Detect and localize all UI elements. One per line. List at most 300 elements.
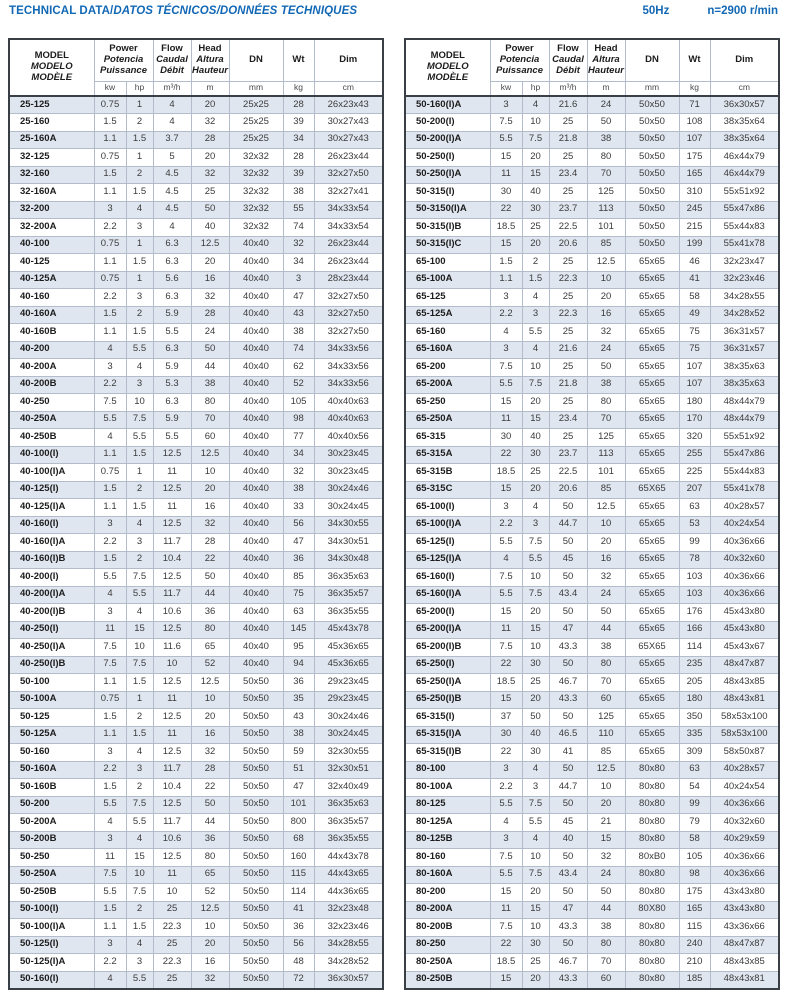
head-cell: 125	[587, 429, 625, 447]
dn-cell: 40x40	[229, 481, 283, 499]
hp-cell: 4	[126, 744, 153, 762]
hp-cell: 15	[126, 849, 153, 867]
wt-cell: 255	[679, 446, 710, 464]
wt-cell: 245	[679, 201, 710, 219]
table-row	[405, 394, 779, 412]
dn-cell: 50x50	[625, 114, 679, 132]
dim-cell: 55x41x78	[710, 236, 779, 254]
dn-cell: 40x40	[229, 516, 283, 534]
head-cell: 28	[191, 534, 229, 552]
model-cell: 40-200(I)B	[9, 604, 94, 622]
wt-cell: 79	[679, 814, 710, 832]
wt-cell: 77	[283, 429, 314, 447]
wt-cell: 43	[283, 306, 314, 324]
dn-cell: 65x65	[625, 376, 679, 394]
head-cell: 22	[191, 551, 229, 569]
model-cell: 65-315A	[405, 446, 490, 464]
head-cell: 12.5	[191, 236, 229, 254]
kw-cell: 5.5	[490, 866, 522, 884]
power-header: Power Potencia Puissance	[94, 39, 153, 81]
wt-cell: 115	[679, 919, 710, 937]
dn-cell: 50x50	[229, 761, 283, 779]
model-cell: 40-160A	[9, 306, 94, 324]
kw-cell: 5.5	[94, 411, 126, 429]
flow-cell: 50	[549, 936, 587, 954]
dim-cell: 43x43x80	[710, 884, 779, 902]
hp-cell: 20	[522, 481, 549, 499]
dn-cell: 65x65	[625, 656, 679, 674]
model-cell: 65-200A	[405, 376, 490, 394]
wt-cell: 47	[283, 289, 314, 307]
flow-cell: 40	[549, 831, 587, 849]
head-cell: 80	[587, 936, 625, 954]
dim-cell: 48x43x85	[710, 674, 779, 692]
dim-cell: 40x36x66	[710, 866, 779, 884]
kw-cell: 18.5	[490, 954, 522, 972]
dn-cell: 65x65	[625, 604, 679, 622]
flow-cell: 11	[153, 499, 191, 517]
kw-cell: 3	[94, 936, 126, 954]
flow-cell: 25	[549, 289, 587, 307]
kw-cell: 5.5	[94, 884, 126, 902]
dn-cell: 50x50	[229, 884, 283, 902]
kw-cell: 2.2	[94, 954, 126, 972]
table-row	[405, 884, 779, 902]
head-cell: 16	[191, 271, 229, 289]
flow-cell: 5.9	[153, 411, 191, 429]
model-cell: 65-200(I)B	[405, 639, 490, 657]
wt-cell: 166	[679, 621, 710, 639]
table-row	[405, 779, 779, 797]
dn-cell: 50x50	[229, 726, 283, 744]
flow-cell: 21.6	[549, 96, 587, 114]
dim-cell: 40x40x56	[314, 429, 383, 447]
dn-cell: 50x50	[625, 201, 679, 219]
head-cell: 70	[587, 411, 625, 429]
kw-cell: 15	[490, 971, 522, 989]
hp-cell: 7.5	[522, 586, 549, 604]
head-cell: 24	[191, 324, 229, 342]
dn-cell: 40x40	[229, 341, 283, 359]
head-cell: 10	[191, 691, 229, 709]
kw-cell: 11	[490, 901, 522, 919]
hp-cell: 1	[126, 96, 153, 114]
hp-cell: 10	[522, 359, 549, 377]
flow-cell: 25	[549, 254, 587, 272]
speed-label: n=2900 r/min	[707, 5, 778, 17]
hp-cell: 20	[522, 394, 549, 412]
hp-cell: 25	[522, 674, 549, 692]
kw-cell: 3	[94, 604, 126, 622]
hp-cell: 20	[522, 884, 549, 902]
model-cell: 40-160(I)A	[9, 534, 94, 552]
hp-cell: 25	[522, 464, 549, 482]
head-cell: 38	[587, 919, 625, 937]
flow-cell: 45	[549, 814, 587, 832]
table-row	[9, 201, 383, 219]
kw-cell: 5.5	[490, 586, 522, 604]
model-cell: 40-100(I)	[9, 446, 94, 464]
dim-cell: 36x35x63	[314, 796, 383, 814]
head-cell: 32	[191, 166, 229, 184]
dn-cell: 40x40	[229, 271, 283, 289]
head-cell: 24	[587, 96, 625, 114]
head-cell: 38	[191, 376, 229, 394]
wt-cell: 103	[679, 569, 710, 587]
kw-cell: 7.5	[490, 359, 522, 377]
head-cell: 44	[191, 586, 229, 604]
dn-cell: 80x80	[625, 761, 679, 779]
dn-cell: 65x65	[625, 446, 679, 464]
model-cell: 65-250(I)	[405, 656, 490, 674]
dim-cell: 32x23x48	[314, 901, 383, 919]
table-row	[405, 254, 779, 272]
model-cell: 50-250(I)	[405, 149, 490, 167]
model-cell: 65-160	[405, 324, 490, 342]
dim-cell: 48x44x79	[710, 411, 779, 429]
kw-cell: 0.75	[94, 236, 126, 254]
flow-cell: 6.3	[153, 254, 191, 272]
dn-cell: 65x65	[625, 621, 679, 639]
model-cell: 65-125	[405, 289, 490, 307]
kw-cell: 3	[94, 201, 126, 219]
dn-cell: 65x65	[625, 691, 679, 709]
head-cell: 25	[191, 184, 229, 202]
model-cell: 40-200	[9, 341, 94, 359]
wt-cell: 310	[679, 184, 710, 202]
hp-cell: 1.5	[522, 271, 549, 289]
kw-cell: 3	[94, 516, 126, 534]
page-header	[0, 0, 792, 34]
dn-cell: 80xB0	[625, 849, 679, 867]
dn-cell: 80x80	[625, 779, 679, 797]
wt-cell: 240	[679, 936, 710, 954]
header-specs	[643, 5, 781, 17]
dim-cell: 55x51x92	[710, 429, 779, 447]
head-cell: 70	[587, 166, 625, 184]
dim-cell: 40x36x66	[710, 569, 779, 587]
model-cell: 65-160A	[405, 341, 490, 359]
table-row	[405, 219, 779, 237]
hp-cell: 10	[522, 849, 549, 867]
kw-cell: 3	[490, 831, 522, 849]
table-row	[405, 131, 779, 149]
dn-cell: 80x80	[625, 884, 679, 902]
model-cell: 50-200A	[9, 814, 94, 832]
hp-cell: 5.5	[126, 341, 153, 359]
kw-cell: 1.1	[490, 271, 522, 289]
dim-cell: 30x24x45	[314, 726, 383, 744]
wt-cell: 199	[679, 236, 710, 254]
unit-flow: m³/h	[549, 81, 587, 96]
head-cell: 44	[191, 359, 229, 377]
hp-cell: 10	[126, 639, 153, 657]
wt-cell: 34	[283, 131, 314, 149]
kw-cell: 0.75	[94, 271, 126, 289]
flow-cell: 20.6	[549, 236, 587, 254]
flow-cell: 3.7	[153, 131, 191, 149]
hp-cell: 40	[522, 429, 549, 447]
wt-cell: 320	[679, 429, 710, 447]
flow-cell: 22.5	[549, 464, 587, 482]
flow-cell: 43.3	[549, 639, 587, 657]
wt-cell: 85	[283, 569, 314, 587]
dn-cell: 50x50	[625, 219, 679, 237]
flow-cell: 4	[153, 114, 191, 132]
dim-cell: 36x35x63	[314, 569, 383, 587]
hp-cell: 10	[522, 114, 549, 132]
hp-cell: 20	[522, 604, 549, 622]
wt-cell: 75	[679, 324, 710, 342]
flow-cell: 22.3	[153, 919, 191, 937]
kw-cell: 7.5	[490, 569, 522, 587]
head-cell: 10	[191, 919, 229, 937]
model-cell: 32-125	[9, 149, 94, 167]
dim-cell: 48x43x85	[710, 954, 779, 972]
model-cell: 65-315	[405, 429, 490, 447]
flow-cell: 25	[549, 114, 587, 132]
dim-cell: 34x28x55	[710, 289, 779, 307]
flow-cell: 11.7	[153, 761, 191, 779]
hp-cell: 5.5	[522, 324, 549, 342]
dim-cell: 55x44x83	[710, 219, 779, 237]
table-row	[9, 219, 383, 237]
model-cell: 50-160(I)	[9, 971, 94, 989]
wt-cell: 43	[283, 709, 314, 727]
unit-dim: cm	[710, 81, 779, 96]
dn-cell: 80x80	[625, 796, 679, 814]
hp-cell: 7.5	[522, 131, 549, 149]
dim-cell: 36x35x57	[314, 814, 383, 832]
wt-cell: 94	[283, 656, 314, 674]
hp-cell: 1.5	[126, 184, 153, 202]
dim-cell: 45x36x65	[314, 656, 383, 674]
flow-cell: 4	[153, 219, 191, 237]
table-row	[405, 744, 779, 762]
hp-cell: 1.5	[126, 919, 153, 937]
wt-cell: 215	[679, 219, 710, 237]
model-cell: 50-200B	[9, 831, 94, 849]
model-cell: 40-160(I)B	[9, 551, 94, 569]
table-row	[405, 376, 779, 394]
hp-cell: 7.5	[126, 411, 153, 429]
model-cell: 50-100	[9, 674, 94, 692]
head-cell: 12.5	[587, 254, 625, 272]
kw-cell: 1.5	[94, 709, 126, 727]
dim-cell: 34x33x56	[314, 341, 383, 359]
wt-cell: 63	[283, 604, 314, 622]
kw-cell: 2.2	[94, 376, 126, 394]
dim-cell: 40x24x54	[710, 516, 779, 534]
table-row	[9, 254, 383, 272]
dn-cell: 50x50	[625, 131, 679, 149]
head-cell: 20	[191, 709, 229, 727]
model-cell: 65-250(I)B	[405, 691, 490, 709]
table-row	[9, 901, 383, 919]
flow-cell: 5.5	[153, 429, 191, 447]
wt-cell: 103	[679, 586, 710, 604]
dim-cell: 55x47x86	[710, 446, 779, 464]
dim-cell: 40x36x66	[710, 796, 779, 814]
kw-cell: 1.5	[94, 306, 126, 324]
pump-data-table-left	[8, 38, 384, 990]
wt-cell: 176	[679, 604, 710, 622]
model-cell: 65-125(I)	[405, 534, 490, 552]
hp-cell: 5.5	[522, 551, 549, 569]
dn-cell: 80x80	[625, 954, 679, 972]
wt-cell: 99	[679, 796, 710, 814]
kw-cell: 5.5	[490, 376, 522, 394]
head-cell: 24	[587, 341, 625, 359]
head-cell: 10	[587, 271, 625, 289]
dn-cell: 65x65	[625, 709, 679, 727]
model-cell: 50-100A	[9, 691, 94, 709]
dn-cell: 65x65	[625, 306, 679, 324]
flow-cell: 12.5	[153, 709, 191, 727]
hp-cell: 2	[522, 254, 549, 272]
head-cell: 32	[191, 744, 229, 762]
wt-cell: 108	[679, 114, 710, 132]
head-cell: 65	[191, 639, 229, 657]
dn-cell: 32x32	[229, 184, 283, 202]
dn-cell: 80x80	[625, 936, 679, 954]
flow-cell: 12.5	[153, 621, 191, 639]
head-cell: 101	[587, 464, 625, 482]
head-cell: 28	[191, 306, 229, 324]
dim-cell: 29x23x45	[314, 691, 383, 709]
wt-cell: 32	[283, 236, 314, 254]
hp-cell: 30	[522, 446, 549, 464]
flow-cell: 50	[549, 849, 587, 867]
table-row	[9, 411, 383, 429]
table-row	[405, 709, 779, 727]
wt-cell: 95	[283, 639, 314, 657]
model-cell: 40-200(I)A	[9, 586, 94, 604]
kw-cell: 5.5	[490, 534, 522, 552]
head-cell: 32	[191, 289, 229, 307]
dim-cell: 34x30x48	[314, 551, 383, 569]
model-cell: 40-200B	[9, 376, 94, 394]
wt-cell: 41	[283, 901, 314, 919]
hp-cell: 1.5	[126, 674, 153, 692]
table-row	[405, 639, 779, 657]
hp-cell: 4	[126, 936, 153, 954]
hp-cell: 1	[126, 271, 153, 289]
hp-cell: 4	[126, 604, 153, 622]
head-cell: 28	[191, 131, 229, 149]
head-cell: 50	[587, 604, 625, 622]
hp-cell: 30	[522, 656, 549, 674]
flow-cell: 4.5	[153, 184, 191, 202]
dim-cell: 32x27x50	[314, 306, 383, 324]
dn-cell: 40x40	[229, 394, 283, 412]
model-cell: 40-100(I)A	[9, 464, 94, 482]
table-row	[9, 149, 383, 167]
flow-cell: 25	[549, 324, 587, 342]
wt-cell: 107	[679, 376, 710, 394]
dim-cell: 40x29x59	[710, 831, 779, 849]
dn-cell: 65X65	[625, 639, 679, 657]
wt-cell: 62	[283, 359, 314, 377]
dn-cell: 80X80	[625, 901, 679, 919]
head-cell: 50	[191, 341, 229, 359]
dim-cell: 45x43x67	[710, 639, 779, 657]
dn-cell: 50x50	[229, 954, 283, 972]
dim-cell: 48x44x79	[710, 394, 779, 412]
hp-cell: 4	[522, 761, 549, 779]
head-cell: 10	[587, 779, 625, 797]
hp-cell: 15	[126, 621, 153, 639]
flow-cell: 20.6	[549, 481, 587, 499]
wt-cell: 59	[283, 744, 314, 762]
dim-cell: 34x30x55	[314, 516, 383, 534]
wt-cell: 38	[283, 184, 314, 202]
flow-cell: 47	[549, 621, 587, 639]
head-cell: 60	[587, 691, 625, 709]
head-cell: 44	[587, 901, 625, 919]
head-cell: 50	[587, 114, 625, 132]
hp-cell: 1	[126, 149, 153, 167]
wt-cell: 98	[283, 411, 314, 429]
kw-cell: 4	[490, 814, 522, 832]
hp-cell: 7.5	[126, 656, 153, 674]
dim-cell: 43x36x66	[710, 919, 779, 937]
table-row	[9, 166, 383, 184]
head-cell: 10	[587, 516, 625, 534]
flow-cell: 5.5	[153, 324, 191, 342]
dim-cell: 40x32x60	[710, 551, 779, 569]
flow-cell: 50	[549, 884, 587, 902]
dim-cell: 32x23x47	[710, 254, 779, 272]
kw-cell: 30	[490, 726, 522, 744]
head-cell: 113	[587, 201, 625, 219]
kw-cell: 1.5	[94, 114, 126, 132]
hp-cell: 1	[126, 236, 153, 254]
model-cell: 40-250	[9, 394, 94, 412]
wt-cell: 165	[679, 166, 710, 184]
model-cell: 32-160	[9, 166, 94, 184]
wt-cell: 58	[679, 831, 710, 849]
wt-cell: 63	[679, 761, 710, 779]
head-cell: 12.5	[587, 761, 625, 779]
wt-cell: 36	[283, 674, 314, 692]
table-row	[405, 604, 779, 622]
kw-cell: 2.2	[94, 289, 126, 307]
wt-cell: 49	[679, 306, 710, 324]
table-row	[405, 534, 779, 552]
table-row	[405, 184, 779, 202]
dim-cell: 34x33x56	[314, 359, 383, 377]
kw-cell: 1.1	[94, 131, 126, 149]
hp-cell: 3	[126, 376, 153, 394]
dn-cell: 65x65	[625, 744, 679, 762]
flow-cell: 50	[549, 499, 587, 517]
dim-cell: 40x28x57	[710, 499, 779, 517]
dim-cell: 32x23x46	[710, 271, 779, 289]
model-cell: 40-250(I)B	[9, 656, 94, 674]
kw-cell: 0.75	[94, 691, 126, 709]
flow-cell: 21.8	[549, 376, 587, 394]
flow-cell: 10.4	[153, 551, 191, 569]
flow-cell: 11	[153, 726, 191, 744]
table-row	[405, 971, 779, 989]
kw-cell: 11	[490, 621, 522, 639]
model-cell: 80-125	[405, 796, 490, 814]
kw-cell: 5.5	[490, 131, 522, 149]
table-row	[9, 709, 383, 727]
model-cell: 50-315(I)	[405, 184, 490, 202]
head-cell: 12.5	[587, 499, 625, 517]
